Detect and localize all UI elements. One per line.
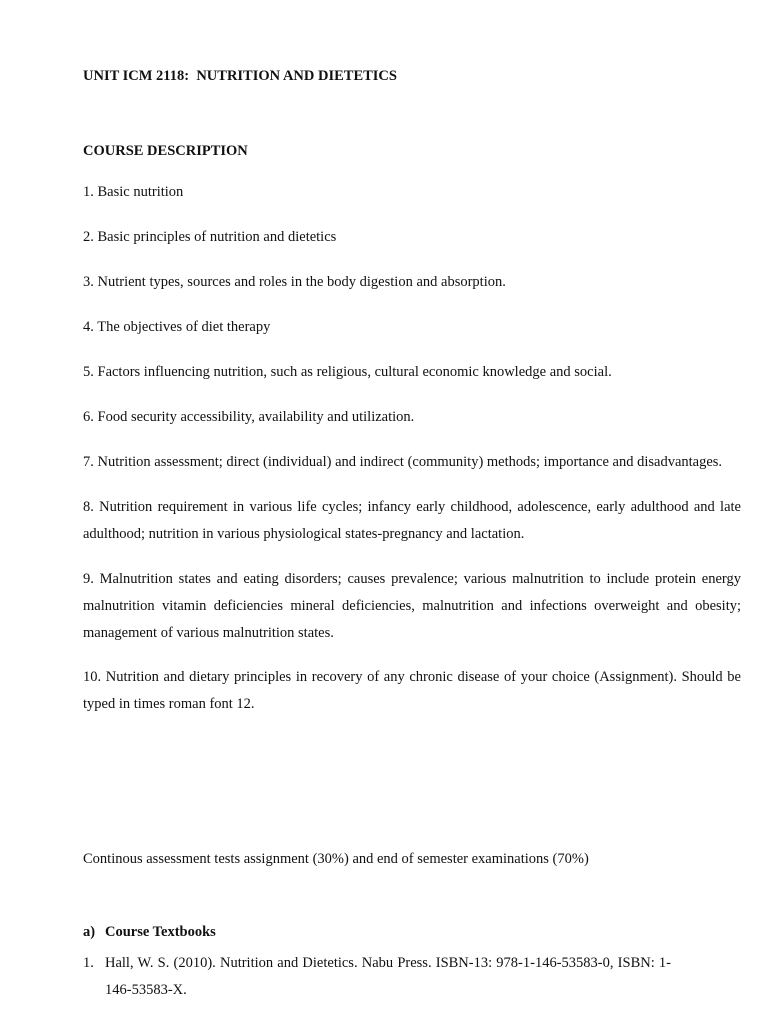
textbooks-heading (83, 924, 216, 941)
course-item-7: 7. Nutrition assessment; direct (individual) and indirect (community) methods; importance and disadvantages. (83, 454, 723, 470)
document-title: UNIT ICM 2118: NUTRITION AND DIETETICS (83, 68, 397, 84)
course-description-heading: COURSE DESCRIPTION (83, 143, 248, 159)
course-item-1: 1. Basic nutrition (83, 184, 184, 200)
textbooks-marker: a) (83, 924, 96, 940)
course-item-8: 8. Nutrition requirement in various life cycles; infancy early childhood, adolescence, early adulthood and late adulthood; nutrition in various physiological states-pregnancy and lactation. (83, 499, 741, 542)
textbooks-list (83, 950, 671, 1004)
assessment-text: Continous assessment tests assignment (30%) and end of semester examinations (70%) (83, 851, 589, 867)
textbooks-heading-label: Course Textbooks (105, 924, 216, 940)
course-description-list (83, 179, 741, 736)
course-item-3: 3. Nutrient types, sources and roles in the body digestion and absorption. (83, 274, 506, 290)
course-item-5: 5. Factors influencing nutrition, such as religious, cultural economic knowledge and social. (83, 364, 612, 380)
textbook-number: 1. (83, 955, 94, 971)
course-item-9: 9. Malnutrition states and eating disorders; causes prevalence; various malnutrition to include protein energy malnutrition vitamin deficiencies mineral deficiencies, malnutrition and infections overweight and obesity; management of various malnutrition states. (83, 571, 741, 641)
textbook-text: Hall, W. S. (2010). Nutrition and Dietetics. Nabu Press. ISBN-13: 978-1-146-53583-0, ISBN: 1-146-53583-X. (105, 955, 671, 998)
textbook-item (83, 950, 671, 1004)
course-item-10: 10. Nutrition and dietary principles in recovery of any chronic disease of your choice (Assignment). Should be typed in times roman font 12. (83, 669, 741, 712)
course-item-4: 4. The objectives of diet therapy (83, 319, 271, 335)
course-item-2: 2. Basic principles of nutrition and dietetics (83, 229, 337, 245)
course-item-6: 6. Food security accessibility, availability and utilization. (83, 409, 415, 425)
